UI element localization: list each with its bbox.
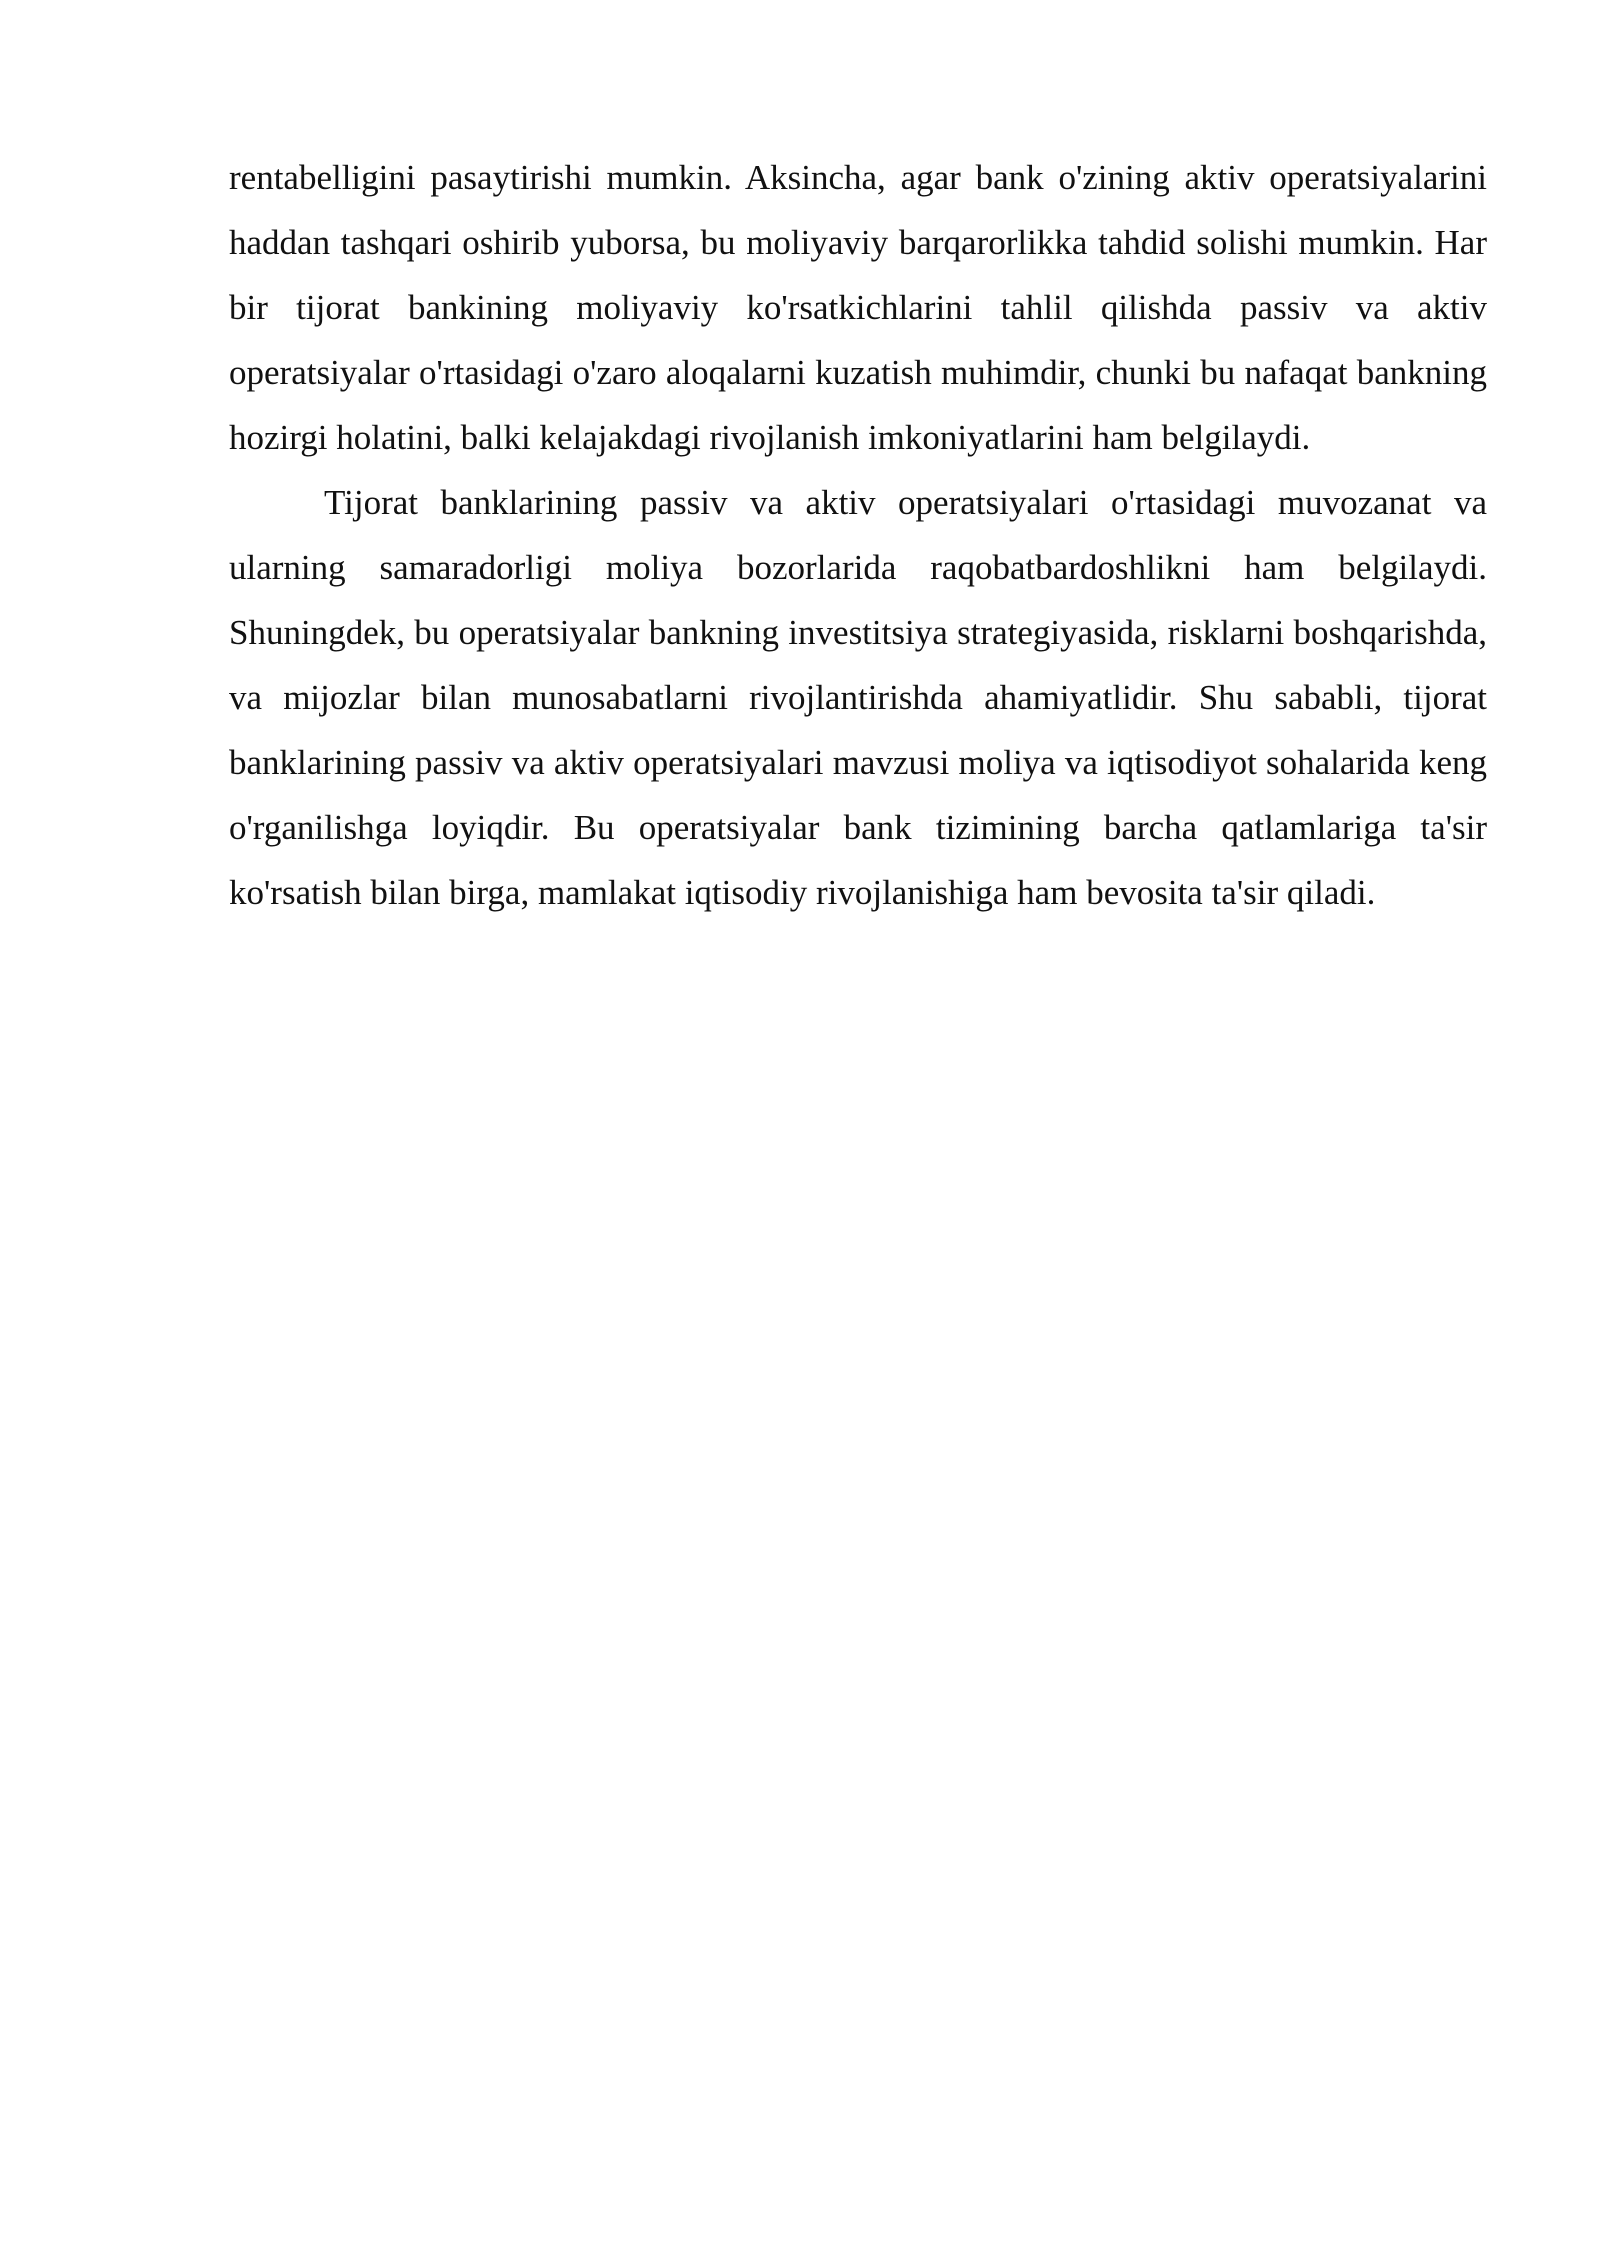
- document-body: [229, 145, 1487, 925]
- paragraph-continuation: rentabelligini pasaytirishi mumkin. Aksincha, agar bank o'zining aktiv operatsiyalarini haddan tashqari oshirib yuborsa, bu moliyaviy barqarorlikka tahdid solishi mumkin. Har bir tijorat bankining moliyaviy ko'rsatkichlarini tahlil qilishda passiv va aktiv operatsiyalar o'rtasidagi o'zaro aloqalarni kuzatish muhimdir, chunki bu nafaqat bankning hozirgi holatini, balki kelajakdagi rivojlanish imkoniyatlarini ham belgilaydi.: [229, 158, 1487, 457]
- paragraph-indented: Tijorat banklarining passiv va aktiv operatsiyalari o'rtasidagi muvozanat va ularning samaradorligi moliya bozorlarida raqobatbardoshlikni ham belgilaydi. Shuningdek, bu operatsiyalar bankning investitsiya strategiyasida, risklarni boshqarishda, va mijozlar bilan munosabatlarni rivojlantirishda ahamiyatlidir. Shu sababli, tijorat banklarining passiv va aktiv operatsiyalari mavzusi moliya va iqtisodiyot sohalarida keng o'rganilishga loyiqdir. Bu operatsiyalar bank tizimining barcha qatlamlariga ta'sir ko'rsatish bilan birga, mamlakat iqtisodiy rivojlanishiga ham bevosita ta'sir qiladi.: [229, 483, 1487, 912]
